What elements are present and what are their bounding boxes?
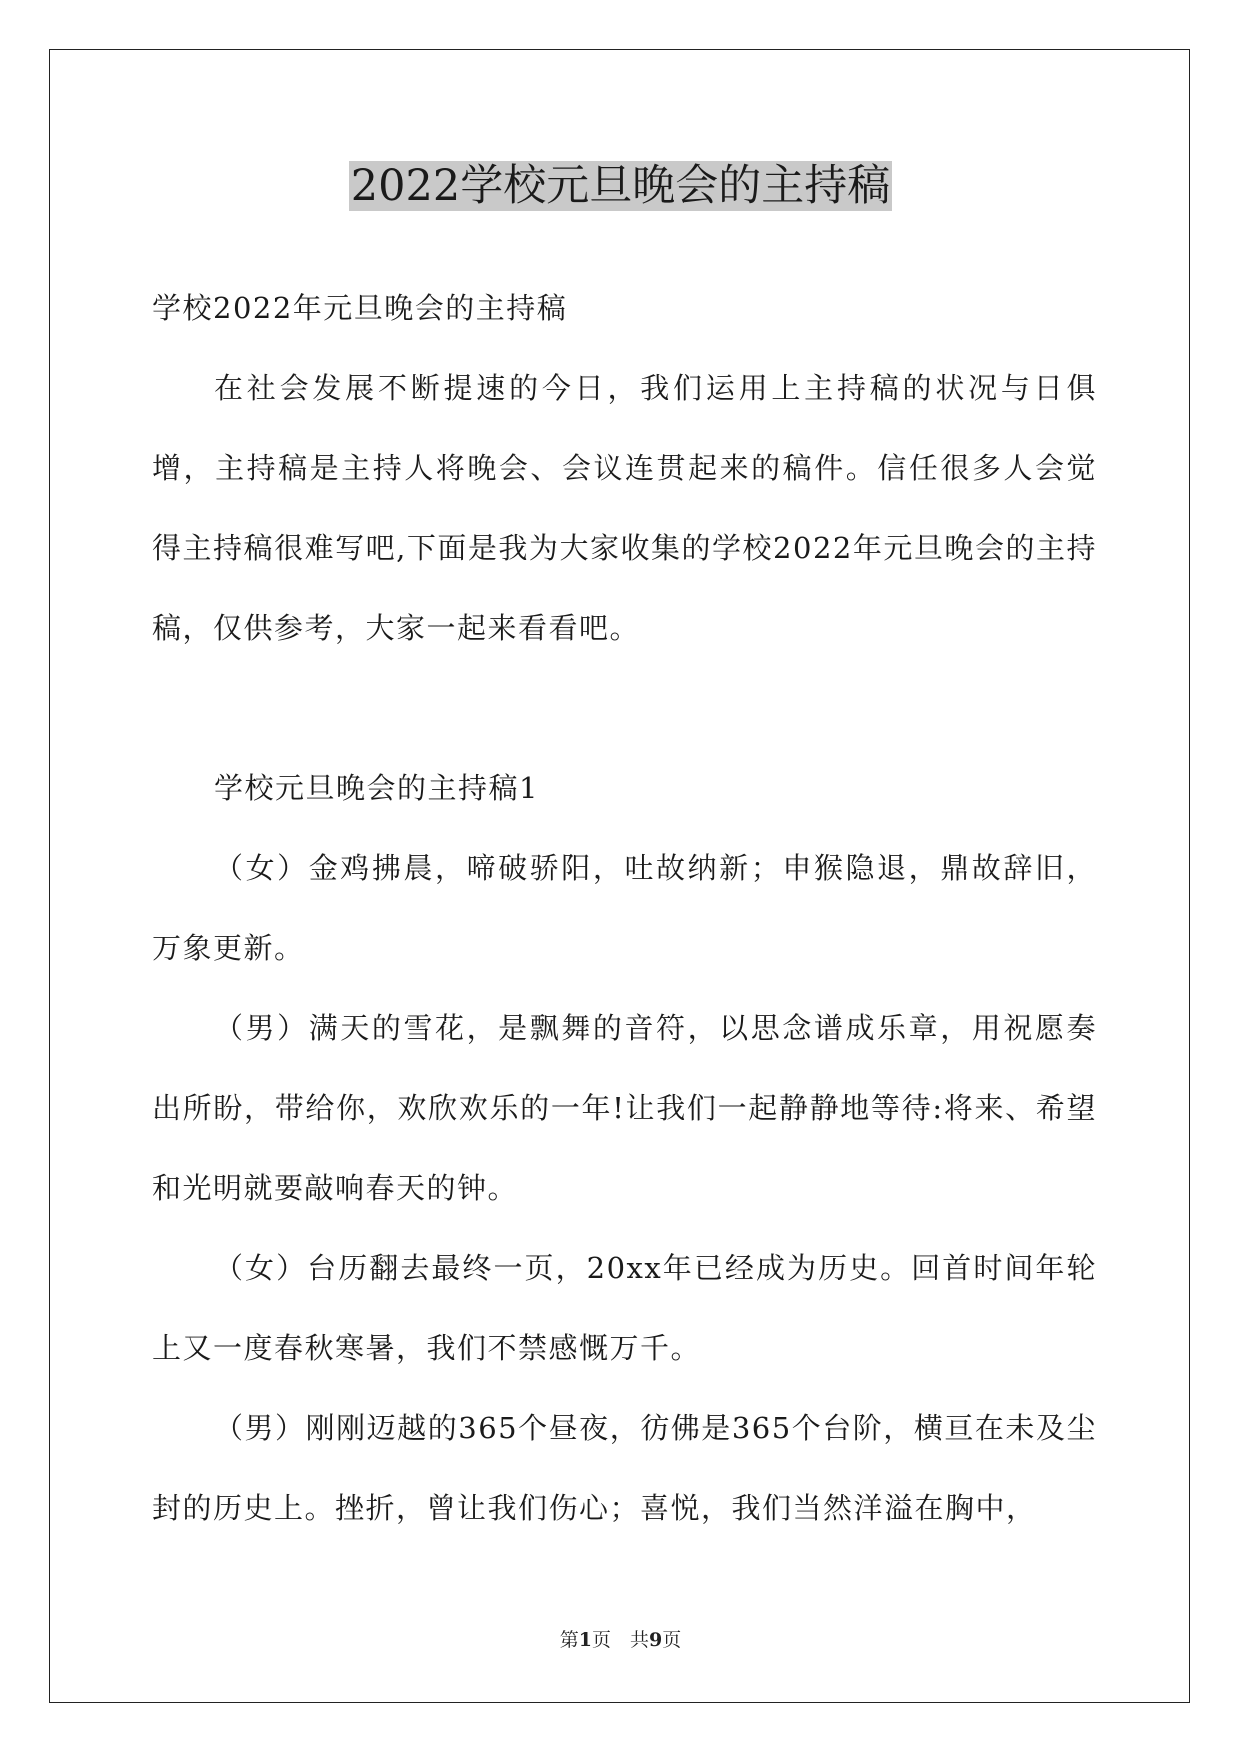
page-footer xyxy=(0,1628,1241,1652)
dialogue-paragraph: （男）刚刚迈越的365个昼夜，彷佛是365个台阶，横亘在未及尘封的历史上。挫折，曾让我们伤心；喜悦，我们当然洋溢在胸中， xyxy=(152,1411,1097,1525)
footer-middle: 页 共 xyxy=(591,1629,649,1651)
section-heading: 学校元旦晚会的主持稿1 xyxy=(214,771,539,805)
footer-suffix: 页 xyxy=(662,1629,682,1651)
footer-prefix: 第 xyxy=(559,1629,579,1651)
dialogue-paragraph: （女）台历翻去最终一页，20xx年已经成为历史。回首时间年轮上又一度春秋寒暑，我们不禁感慨万千。 xyxy=(152,1251,1097,1365)
document-subtitle: 学校2022年元旦晚会的主持稿 xyxy=(152,291,568,325)
current-page-number: 1 xyxy=(578,1629,592,1651)
paragraph-spacer xyxy=(152,668,1097,748)
document-title xyxy=(0,158,1241,214)
intro-paragraph: 在社会发展不断提速的今日，我们运用上主持稿的状况与日俱增，主持稿是主持人将晚会、会议连贯起来的稿件。信任很多人会觉得主持稿很难写吧,下面是我为大家收集的学校2022年元旦晚会的主持稿，仅供参考，大家一起来看看吧。 xyxy=(152,371,1097,645)
total-pages-number: 9 xyxy=(649,1629,663,1651)
dialogue-paragraph: （女）金鸡拂晨，啼破骄阳，吐故纳新；申猴隐退，鼎故辞旧，万象更新。 xyxy=(152,851,1097,965)
document-title-text: 2022学校元旦晚会的主持稿 xyxy=(350,161,891,211)
document-body xyxy=(152,268,1097,1548)
dialogue-paragraph: （男）满天的雪花，是飘舞的音符，以思念谱成乐章，用祝愿奏出所盼，带给你，欢欣欢乐的一年!让我们一起静静地等待:将来、希望和光明就要敲响春天的钟。 xyxy=(152,1011,1097,1205)
